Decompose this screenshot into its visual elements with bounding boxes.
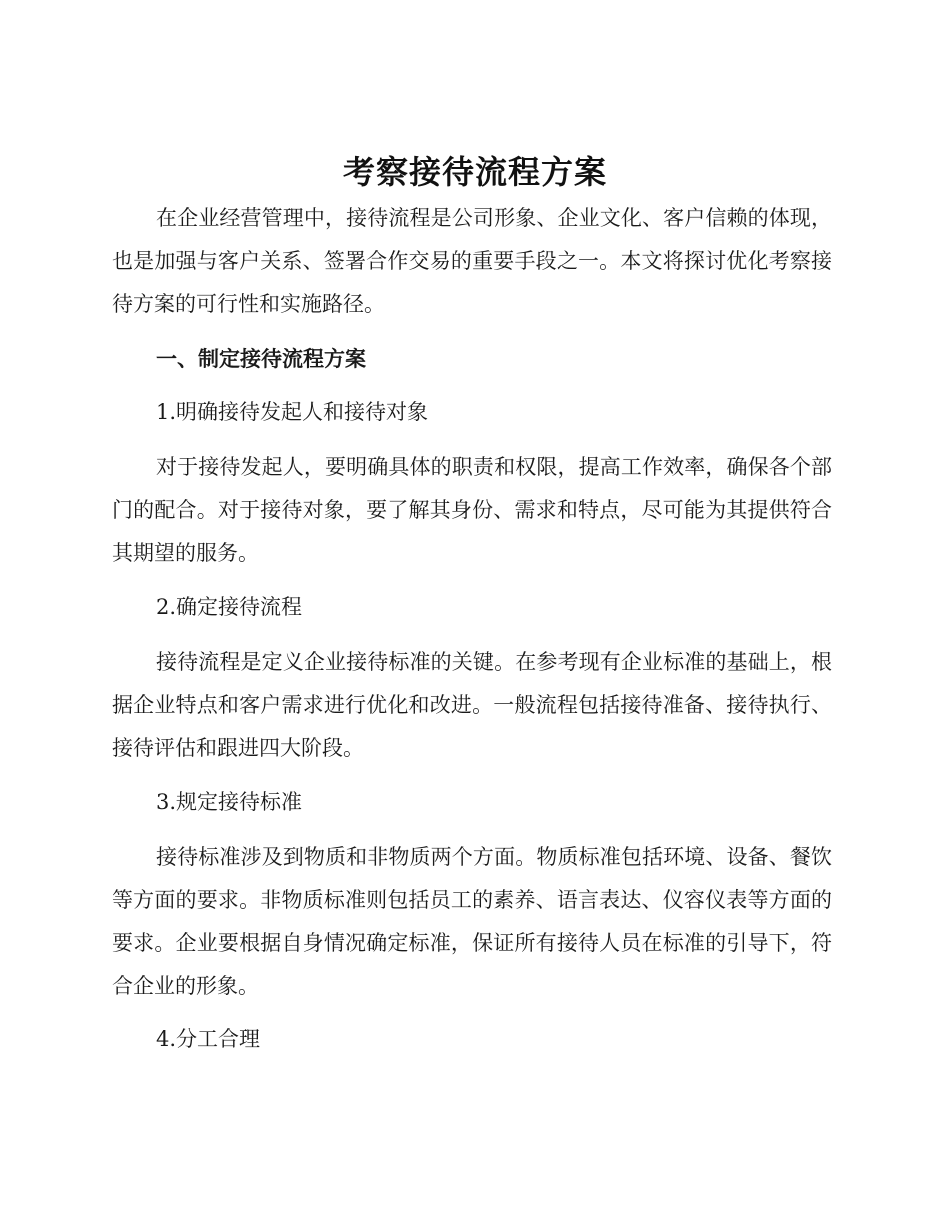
item-3-title: 3.规定接待标准 (156, 790, 303, 814)
intro-paragraph: 在企业经营管理中，接待流程是公司形象、企业文化、客户信赖的体现，也是加强与客户关系、签署合作交易的重要手段之一。本文将探讨优化考察接待方案的可行性和实施路径。 (112, 206, 832, 316)
item-2-title: 2.确定接待流程 (156, 595, 303, 619)
item-3-paragraph: 接待标准涉及到物质和非物质两个方面。物质标准包括环境、设备、餐饮等方面的要求。非物质标准则包括员工的素养、语言表达、仪容仪表等方面的要求。企业要根据自身情况确定标准，保证所有接待人员在标准的引导下，符合企业的形象。 (112, 845, 832, 998)
item-2-paragraph: 接待流程是定义企业接待标准的关键。在参考现有企业标准的基础上，根据企业特点和客户需求进行优化和改进。一般流程包括接待准备、接待执行、接待评估和跟进四大阶段。 (112, 650, 832, 760)
item-1-title: 1.明确接待发起人和接待对象 (156, 400, 429, 424)
item-1-paragraph: 对于接待发起人，要明确具体的职责和权限，提高工作效率，确保各个部门的配合。对于接待对象，要了解其身份、需求和特点，尽可能为其提供符合其期望的服务。 (112, 455, 832, 565)
section-heading: 一、制定接待流程方案 (156, 347, 366, 371)
document-title: 考察接待流程方案 (342, 153, 607, 191)
item-4-title: 4.分工合理 (156, 1027, 261, 1051)
